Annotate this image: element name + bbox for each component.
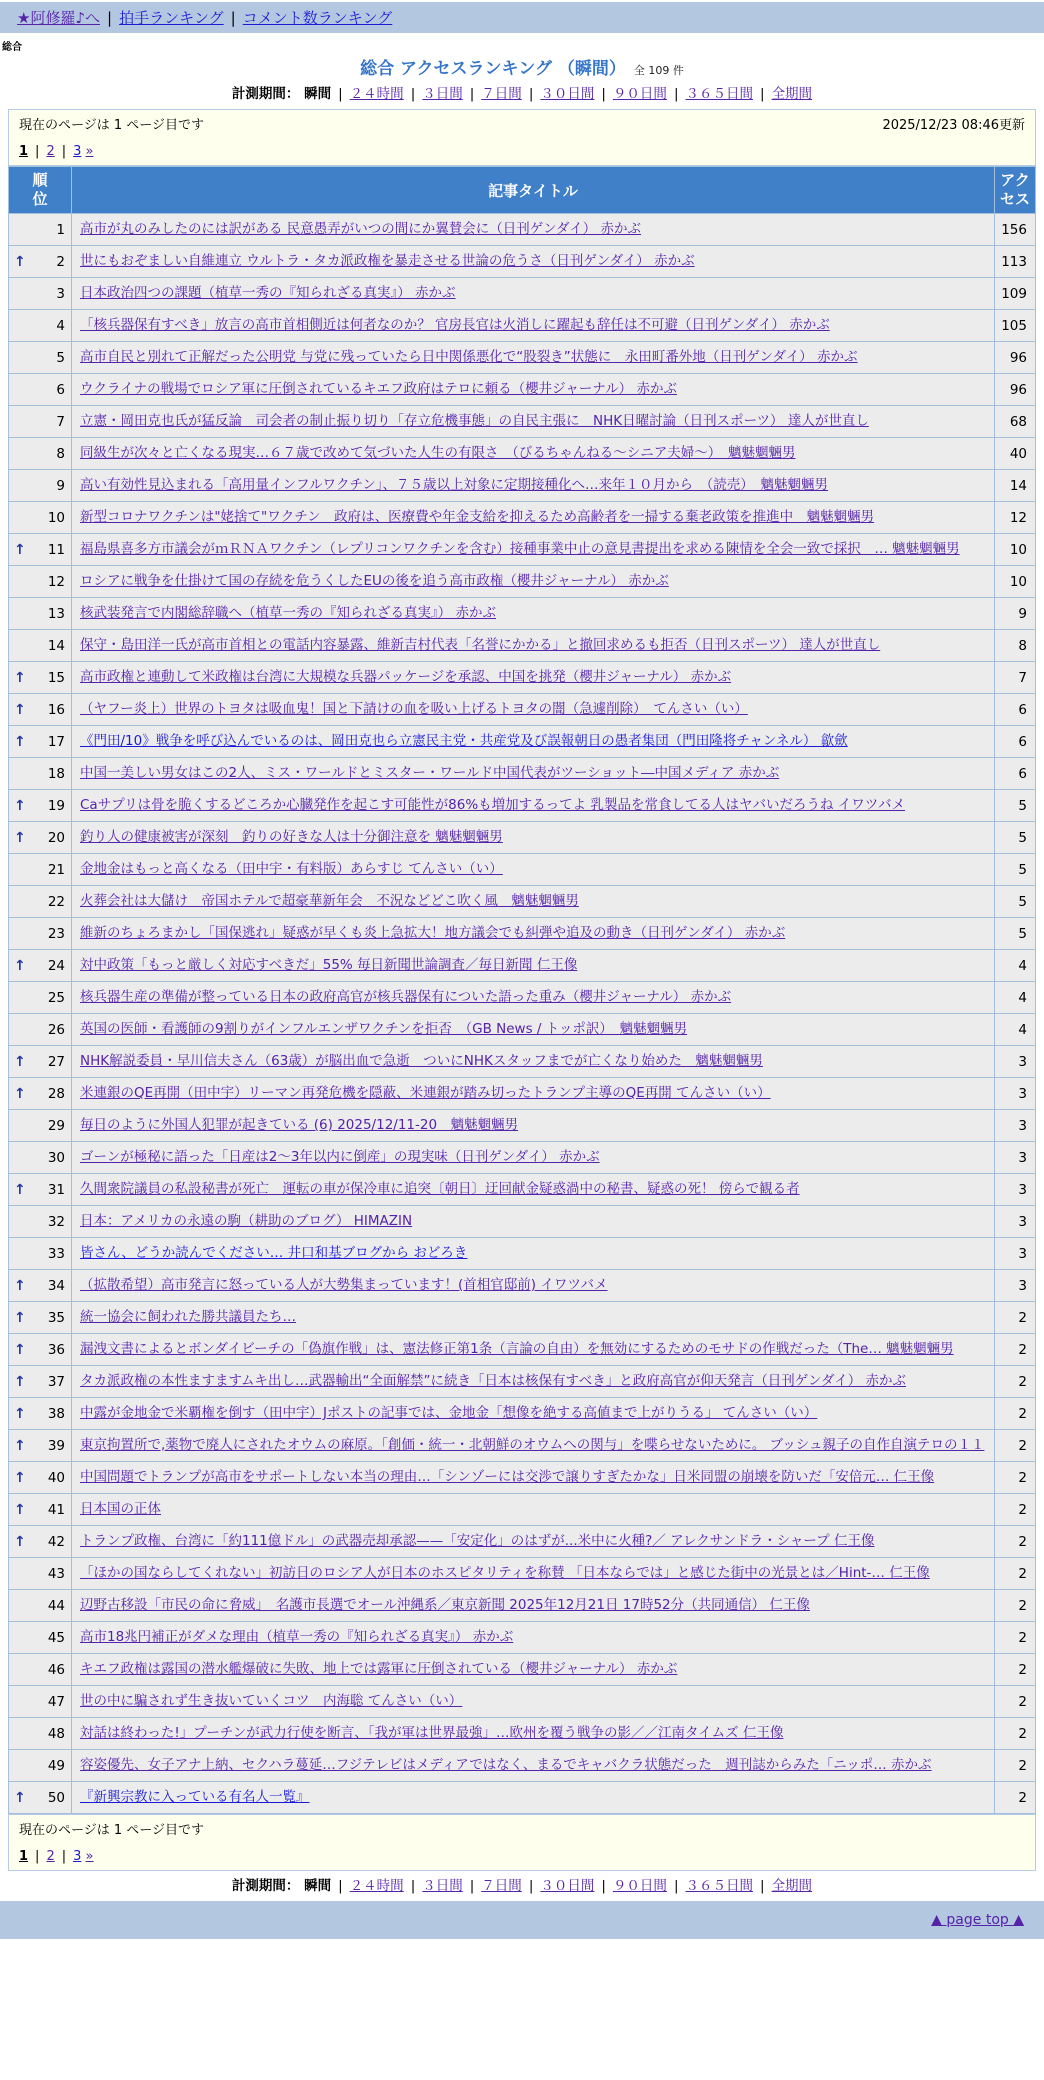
article-title-link[interactable]: 高市自民と別れて正解だった公明党 与党に残っていたら日中関係悪化で“股裂き”状態に 永田町番外地（日刊ゲンダイ） 赤かぶ (80, 349, 858, 365)
current-page-note: 現在のページは 1 ページ目です (19, 1823, 205, 1838)
access-count: 14 (995, 470, 1035, 501)
article-title-link[interactable]: 日本：アメリカの永遠の駒（耕助のブログ） HIMAZIN (80, 1213, 413, 1229)
article-title-link[interactable]: 核武装発言で内閣総辞職へ（植草一秀の『知られざる真実』） 赤かぶ (80, 605, 497, 621)
access-count: 3 (995, 1110, 1035, 1141)
rank-up-arrow-icon: ↑ (14, 1501, 26, 1518)
access-count: 2 (995, 1718, 1035, 1749)
table-row (9, 1110, 1035, 1141)
rank-up-arrow-icon: ↑ (14, 1053, 26, 1070)
rank-number: 21 (47, 861, 65, 878)
article-title-link[interactable]: 「核兵器保有すべき」放言の高市首相側近は何者なのか？ 官房長官は火消しに躍起も辞任は不可避（日刊ゲンダイ） 赤かぶ (80, 317, 830, 333)
rank-number: 40 (47, 1469, 65, 1486)
rank-number: 1 (56, 221, 65, 238)
table-row (9, 502, 1035, 533)
table-row (9, 1046, 1035, 1077)
rank-up-arrow-icon: ↑ (14, 957, 26, 974)
access-count: 96 (995, 374, 1035, 405)
access-count: 156 (995, 214, 1035, 245)
table-row (9, 886, 1035, 917)
table-row (9, 1686, 1035, 1717)
access-count: 4 (995, 982, 1035, 1013)
rank-number: 22 (47, 893, 65, 910)
table-row (9, 1750, 1035, 1781)
period-current: 瞬間 (304, 86, 332, 102)
rank-number: 29 (47, 1117, 65, 1134)
table-row (9, 854, 1035, 885)
period-label: 計測期間： (231, 1878, 305, 1894)
access-count: 4 (995, 1014, 1035, 1045)
separator: | (61, 1849, 67, 1864)
separator: | (601, 1878, 606, 1894)
article-title-link[interactable]: ウクライナの戦場でロシア軍に圧倒されているキエフ政府はテロに頼る（櫻井ジャーナル） 赤かぶ (80, 381, 677, 397)
period-link-4[interactable]: ３０日間 (540, 1878, 595, 1894)
article-title-link[interactable]: 火葬会社は大儲け 帝国ホテルで超豪華新年会 不況などどこ吹く風 魑魅魍魎男 (80, 893, 579, 909)
table-row (9, 982, 1035, 1013)
table-row (9, 1142, 1035, 1173)
separator: | (35, 144, 40, 159)
access-count: 5 (995, 886, 1035, 917)
category-label: 総合 (2, 42, 22, 53)
top-nav-links (17, 9, 392, 27)
rank-number: 10 (47, 509, 65, 526)
article-title-link[interactable]: 統一協会に飼われた勝共議員たち… (80, 1309, 296, 1325)
article-title-link[interactable]: NHK解説委員・早川信夫さん（63歳）が脳出血で急逝 ついにNHKスタッフまでが亡くなり始めた 魑魅魍魎男 (80, 1053, 763, 1069)
table-row (9, 214, 1035, 245)
access-count: 2 (995, 1494, 1035, 1525)
page-link-3[interactable]: 3 (73, 144, 82, 159)
period-link-5[interactable]: ９０日間 (612, 1878, 667, 1894)
rank-number: 9 (56, 477, 65, 494)
table-row (9, 790, 1035, 821)
page-link-current[interactable]: 1 (19, 144, 29, 159)
period-link-4[interactable]: ３０日間 (540, 86, 595, 102)
article-title-link[interactable]: トランプ政権、台湾に「約111億ドル」の武器売却承認——「安定化」のはずが...米中に火種?／ アレクサンドラ・シャープ 仁王像 (80, 1533, 875, 1549)
rank-number: 19 (47, 797, 65, 814)
article-title-link[interactable]: 高い有効性見込まれる「高用量インフルワクチン」、７５歳以上対象に定期接種化へ…来年１０月から （読売） 魑魅魍魎男 (80, 477, 829, 493)
page-title: 総合 アクセスランキング （瞬間） (360, 59, 626, 79)
separator: | (760, 1878, 765, 1894)
article-title-link[interactable]: 世にもおぞましい自維連立 ウルトラ・タカ派政権を暴走させる世論の危うさ（日刊ゲンダイ） 赤かぶ (80, 253, 695, 269)
rank-up-arrow-icon: ↑ (14, 1309, 26, 1326)
period-link-7[interactable]: 全期間 (771, 86, 813, 102)
article-title-link[interactable]: 維新のちょろまかし「国保逃れ」疑惑が早くも炎上急拡大！地方議会でも糾弾や追及の動き（日刊ゲンダイ） 赤かぶ (80, 925, 786, 941)
access-count: 2 (995, 1622, 1035, 1653)
rank-number: 18 (47, 765, 65, 782)
access-count: 12 (995, 502, 1035, 533)
rank-number: 24 (47, 957, 65, 974)
access-count: 113 (995, 246, 1035, 277)
period-current: 瞬間 (304, 1878, 332, 1894)
rank-number: 3 (56, 285, 65, 302)
article-title-link[interactable]: ゴーンが極秘に語った「日産は2～3年以内に倒産」の現実味（日刊ゲンダイ） 赤かぶ (80, 1149, 600, 1165)
rank-up-arrow-icon: ↑ (14, 733, 26, 750)
access-count: 2 (995, 1334, 1035, 1365)
updated-timestamp: 2025/12/23 08:46更新 (882, 118, 1025, 133)
access-count: 2 (995, 1462, 1035, 1493)
rank-number: 7 (56, 413, 65, 430)
access-count: 6 (995, 758, 1035, 789)
table-row (9, 1174, 1035, 1205)
table-row (9, 1014, 1035, 1045)
access-count: 68 (995, 406, 1035, 437)
access-column-header: アクセス (995, 167, 1035, 213)
top-nav-bar (0, 2, 1044, 33)
article-title-link[interactable]: 福島県喜多方市議会がｍＲＮＡワクチン（レプリコンワクチンを含む）接種事業中止の意見書提出を求める陳情を全会一致で採択 … 魑魅魍魎男 (80, 541, 960, 557)
period-link-2[interactable]: ３日間 (422, 1878, 463, 1894)
rank-number: 47 (47, 1693, 65, 1710)
access-count: 2 (995, 1750, 1035, 1781)
rank-up-arrow-icon: ↑ (14, 1373, 26, 1390)
article-title-link[interactable]: 釣り人の健康被害が深刻 釣りの好きな人は十分御注意を 魑魅魍魎男 (80, 829, 503, 845)
access-count: 4 (995, 950, 1035, 981)
access-count: 5 (995, 854, 1035, 885)
access-count: 2 (995, 1430, 1035, 1461)
rank-number: 8 (56, 445, 65, 462)
period-link-2[interactable]: ３日間 (422, 86, 463, 102)
article-title-link[interactable]: 皆さん、どうか読んでください… 井口和基ブログから おどろき (80, 1245, 468, 1261)
rank-number: 44 (47, 1597, 65, 1614)
article-title-link[interactable]: （拡散希望）高市発言に怒っている人が大勢集まっています！(首相官邸前) イワツバメ (80, 1277, 608, 1293)
page-next-link[interactable]: » (85, 1849, 94, 1864)
separator: | (410, 1878, 416, 1894)
access-count: 5 (995, 918, 1035, 949)
bottom-bar (0, 1901, 1044, 1939)
pagination-box-bottom (8, 1814, 1036, 1871)
article-title-link[interactable]: 核兵器生産の準備が整っている日本の政府高官が核兵器保有についた語った重み（櫻井ジャーナル） 赤かぶ (80, 989, 732, 1005)
rank-number: 50 (47, 1789, 65, 1806)
table-row (9, 374, 1035, 405)
table-row (9, 758, 1035, 789)
article-title-link[interactable]: 同級生が次々と亡くなる現実…６７歳で改めて気づいた人生の有限さ （びるちゃんねる～シニア夫婦～） 魑魅魍魎男 (80, 445, 796, 461)
separator: | (61, 144, 67, 159)
table-row (9, 246, 1035, 277)
article-title-link[interactable]: 新型コロナワクチンは"姥捨て"ワクチン 政府は、医療費や年金支給を抑えるため高齢者を一掃する棄老政策を推進中 魑魅魍魎男 (80, 509, 875, 525)
rank-up-arrow-icon: ↑ (14, 541, 26, 558)
period-selector (0, 1874, 1044, 1894)
table-row (9, 566, 1035, 597)
access-count: 40 (995, 438, 1035, 469)
table-row (9, 694, 1035, 725)
table-row (9, 918, 1035, 949)
table-row (9, 1494, 1035, 1525)
period-link-7[interactable]: 全期間 (771, 1878, 813, 1894)
period-link-6[interactable]: ３６５日間 (685, 1878, 753, 1894)
period-link-3[interactable]: ７日間 (481, 1878, 522, 1894)
table-row (9, 1302, 1035, 1333)
rank-up-arrow-icon: ↑ (14, 1181, 26, 1198)
rank-up-arrow-icon: ↑ (14, 797, 26, 814)
article-title-link[interactable]: 英国の医師・看護師の9割りがインフルエンザワクチンを拒否 （GB News / トッポ訳） 魑魅魍魎男 (80, 1021, 688, 1037)
article-title-link[interactable]: 保守・島田洋一氏が高市首相との電話内容暴露、維新吉村代表「名誉にかかる」と撤回求めるも拒否（日刊スポーツ） 達人が世直し (80, 637, 881, 653)
access-count: 8 (995, 630, 1035, 661)
rank-number: 25 (47, 989, 65, 1006)
page-link-current[interactable]: 1 (19, 1849, 29, 1864)
page-top-link[interactable]: ▲ page top ▲ (931, 1912, 1024, 1928)
rank-number: 45 (47, 1629, 65, 1646)
article-title-link[interactable]: 中国一美しい男女はこの2人、ミス・ワールドとミスター・ワールド中国代表がツーショット―中国メディア 赤かぶ (80, 765, 780, 781)
article-title-link[interactable]: 高市18兆円補正がダメな理由（植草一秀の『知られざる真実』） 赤かぶ (80, 1629, 514, 1645)
rank-number: 28 (47, 1085, 65, 1102)
article-title-link[interactable]: 世の中に騙されず生き抜いていくコツ 内海聡 てんさい（い） (80, 1693, 463, 1709)
rank-up-arrow-icon: ↑ (14, 701, 26, 718)
separator: | (230, 9, 236, 27)
rank-number: 46 (47, 1661, 65, 1678)
article-title-link[interactable]: 久間衆院議員の私設秘書が死亡 運転の車が保冷車に追突〔朝日〕迂回献金疑惑渦中の秘書、疑惑の死！ 傍らで観る者 (80, 1181, 800, 1197)
access-count: 5 (995, 822, 1035, 853)
table-row (9, 534, 1035, 565)
access-count: 105 (995, 310, 1035, 341)
rank-number: 4 (56, 317, 65, 334)
article-title-link[interactable]: 中露が金地金で米覇権を倒す（田中宇）Jポストの記事では、金地金「想像を絶する高値まで上がりうる」 てんさい（い） (80, 1405, 818, 1421)
table-row (9, 1078, 1035, 1109)
table-row (9, 822, 1035, 853)
article-title-link[interactable]: 《門田/10》戦争を呼び込んでいるのは、岡田克也ら立憲民主党・共産党及び誤報朝日の愚者集団（門田隆将チャンネル） 歙歛 (80, 733, 848, 749)
table-row (9, 1590, 1035, 1621)
table-row (9, 1462, 1035, 1493)
page-link-2[interactable]: 2 (46, 1849, 55, 1864)
separator: | (107, 9, 113, 27)
article-title-link[interactable]: 漏洩文書によるとボンダイビーチの「偽旗作戦」は、憲法修正第1条（言論の自由）を無効にするためのモサドの作戦だった（The… 魑魅魍魎男 (80, 1341, 954, 1357)
separator: | (528, 1878, 534, 1894)
rank-number: 27 (47, 1053, 65, 1070)
rank-number: 26 (47, 1021, 65, 1038)
rank-up-arrow-icon: ↑ (14, 1789, 26, 1806)
access-count: 96 (995, 342, 1035, 373)
access-count: 2 (995, 1686, 1035, 1717)
rank-up-arrow-icon: ↑ (14, 1533, 26, 1550)
period-link-1[interactable]: ２４時間 (349, 1878, 404, 1894)
access-count: 109 (995, 278, 1035, 309)
table-row (9, 1334, 1035, 1365)
nav-link-3[interactable]: コメント数ランキング (242, 9, 393, 27)
rank-up-arrow-icon: ↑ (14, 1277, 26, 1294)
separator: | (673, 86, 679, 102)
table-row (9, 1206, 1035, 1237)
access-count: 2 (995, 1654, 1035, 1685)
article-title-link[interactable]: 金地金はもっと高くなる（田中宇・有料版）あらすじ てんさい（い） (80, 861, 503, 877)
rank-up-arrow-icon: ↑ (14, 669, 26, 686)
rank-up-arrow-icon: ↑ (14, 1469, 26, 1486)
rank-column-header: 順位 (9, 167, 71, 213)
rank-number: 43 (47, 1565, 65, 1582)
rank-number: 31 (47, 1181, 65, 1198)
rank-number: 13 (47, 605, 65, 622)
rank-up-arrow-icon: ↑ (14, 253, 26, 270)
table-row (9, 438, 1035, 469)
access-count: 5 (995, 790, 1035, 821)
rank-number: 48 (47, 1725, 65, 1742)
rank-up-arrow-icon: ↑ (14, 1437, 26, 1454)
current-page-note: 現在のページは 1 ページ目です (19, 118, 205, 133)
period-link-6[interactable]: ３６５日間 (685, 86, 753, 102)
table-row (9, 726, 1035, 757)
period-label: 計測期間： (231, 86, 305, 102)
access-count: 6 (995, 726, 1035, 757)
rank-number: 33 (47, 1245, 65, 1262)
rank-number: 15 (47, 669, 65, 686)
access-count: 9 (995, 598, 1035, 629)
table-row (9, 1430, 1035, 1461)
rank-number: 30 (47, 1149, 65, 1166)
rank-up-arrow-icon: ↑ (14, 1405, 26, 1422)
article-title-link[interactable]: 辺野古移設「市民の命に脅威」 名護市長選でオール沖縄系／東京新聞 2025年12月21日 17時52分（共同通信） 仁王像 (80, 1597, 810, 1613)
pagination-links (19, 1848, 1025, 1866)
table-row (9, 1270, 1035, 1301)
rank-number: 23 (47, 925, 65, 942)
page-next-link[interactable]: » (85, 144, 94, 159)
rank-number: 49 (47, 1757, 65, 1774)
rank-number: 16 (47, 701, 65, 718)
table-header-row (9, 167, 1035, 213)
article-title-link[interactable]: 中国問題でトランプが高市をサポートしない本当の理由…「シンゾーには交渉で譲りすぎたかな」日米同盟の崩壊を防いだ「安倍元… 仁王像 (80, 1469, 935, 1485)
access-count: 2 (995, 1590, 1035, 1621)
period-link-3[interactable]: ７日間 (481, 86, 522, 102)
access-count: 10 (995, 534, 1035, 565)
separator: | (601, 86, 606, 102)
access-count: 3 (995, 1174, 1035, 1205)
article-title-link[interactable]: キエフ政権は露国の潜水艦爆破に失敗、地上では露軍に圧倒されている（櫻井ジャーナル） 赤かぶ (80, 1661, 678, 1677)
rank-number: 36 (47, 1341, 65, 1358)
table-row (9, 1526, 1035, 1557)
rank-number: 34 (47, 1277, 65, 1294)
article-title-link[interactable]: 「ほかの国ならしてくれない」初訪日のロシア人が日本のホスピタリティを称賛 「日本ならでは」と感じた街中の光景とは／Hint-… 仁王像 (80, 1565, 930, 1581)
separator: | (469, 1878, 475, 1894)
separator: | (673, 1878, 679, 1894)
table-row (9, 950, 1035, 981)
rank-number: 11 (47, 541, 65, 558)
table-row (9, 1398, 1035, 1429)
access-count: 6 (995, 694, 1035, 725)
article-title-link[interactable]: 高市政権と連動して米政権は台湾に大規模な兵器パッケージを承認、中国を挑発（櫻井ジャーナル） 赤かぶ (80, 669, 732, 685)
article-title-link[interactable]: 『新興宗教に入っている有名人一覧』 (80, 1789, 310, 1805)
access-count: 10 (995, 566, 1035, 597)
access-count: 3 (995, 1046, 1035, 1077)
table-row (9, 470, 1035, 501)
pagination-box-top (8, 109, 1036, 166)
access-count: 3 (995, 1238, 1035, 1269)
access-count: 3 (995, 1270, 1035, 1301)
period-selector (0, 82, 1044, 102)
access-count: 2 (995, 1782, 1035, 1813)
ranking-table (8, 166, 1036, 1814)
table-row (9, 598, 1035, 629)
article-title-link[interactable]: 米連銀のQE再開（田中宇）リーマン再発危機を隠蔽、米連銀が踏み切ったトランプ主導のQE再開 てんさい（い） (80, 1085, 771, 1101)
article-title-link[interactable]: （ヤフー炎上）世界のトヨタは吸血鬼！国と下請けの血を吸い上げるトヨタの闇（急遽削除） てんさい（い） (80, 701, 748, 717)
separator: | (35, 1849, 40, 1864)
article-title-link[interactable]: 毎日のように外国人犯罪が起きている (6) 2025/12/11-20 魑魅魍魎男 (80, 1117, 519, 1133)
rank-up-arrow-icon: ↑ (14, 1085, 26, 1102)
article-title-link[interactable]: タカ派政権の本性ますますムキ出し…武器輸出“全面解禁”に続き「日本は核保有すべき」と政府高官が仰天発言（日刊ゲンダイ） 赤かぶ (80, 1373, 906, 1389)
table-row (9, 1718, 1035, 1749)
rank-number: 32 (47, 1213, 65, 1230)
rank-number: 35 (47, 1309, 65, 1326)
separator: | (338, 86, 343, 102)
table-row (9, 1654, 1035, 1685)
table-row (9, 1238, 1035, 1269)
rank-number: 41 (47, 1501, 65, 1518)
table-row (9, 1782, 1035, 1813)
page-link-2[interactable]: 2 (46, 144, 55, 159)
rank-up-arrow-icon: ↑ (14, 1341, 26, 1358)
article-title-link[interactable]: 高市が丸のみしたのには訳がある 民意愚弄がいつの間にか翼賛会に（日刊ゲンダイ） 赤かぶ (80, 221, 642, 237)
article-title-link[interactable]: ロシアに戦争を仕掛けて国の存続を危うくしたEUの後を追う高市政権（櫻井ジャーナル） 赤かぶ (80, 573, 669, 589)
table-row (9, 1558, 1035, 1589)
access-count: 2 (995, 1398, 1035, 1429)
total-count: 全 109 件 (633, 64, 684, 77)
table-row (9, 278, 1035, 309)
access-count: 7 (995, 662, 1035, 693)
table-row (9, 310, 1035, 341)
access-count: 2 (995, 1302, 1035, 1333)
table-row (9, 662, 1035, 693)
table-row (9, 1622, 1035, 1653)
rank-number: 42 (47, 1533, 65, 1550)
access-count: 2 (995, 1526, 1035, 1557)
rank-number: 12 (47, 573, 65, 590)
article-title-link[interactable]: 日本国の正体 (80, 1501, 161, 1517)
nav-link-2[interactable]: 拍手ランキング (119, 9, 224, 27)
rank-up-arrow-icon: ↑ (14, 829, 26, 846)
nav-link-1[interactable]: ★阿修羅♪へ (17, 9, 101, 27)
rank-number: 17 (47, 733, 65, 750)
separator: | (410, 86, 416, 102)
separator: | (528, 86, 534, 102)
table-row (9, 342, 1035, 373)
table-row (9, 406, 1035, 437)
rank-number: 20 (47, 829, 65, 846)
article-title-link[interactable]: 容姿優先、女子アナ上納、セクハラ蔓延…フジテレビはメディアではなく、まるでキャバクラ状態だった 週刊誌からみた「ニッポ… 赤かぶ (80, 1757, 932, 1773)
rank-number: 37 (47, 1373, 65, 1390)
separator: | (760, 86, 765, 102)
period-link-1[interactable]: ２４時間 (349, 86, 404, 102)
rank-number: 5 (56, 349, 65, 366)
separator: | (469, 86, 475, 102)
title-column-header: 記事タイトル (72, 167, 994, 213)
access-count: 3 (995, 1142, 1035, 1173)
article-title-link[interactable]: Caサプリは骨を脆くするどころか心臓発作を起こす可能性が86%も増加するってよ 乳製品を常食してる人はヤバいだろうね イワツバメ (80, 797, 905, 813)
pagination-links (19, 143, 1025, 161)
article-title-link[interactable]: 立憲・岡田克也氏が猛反論 司会者の制止振り切り「存立危機事態」の自民主張に NHK日曜討論（日刊スポーツ） 達人が世直し (80, 413, 869, 429)
table-row (9, 630, 1035, 661)
separator: | (338, 1878, 343, 1894)
rank-number: 2 (56, 253, 65, 270)
rank-number: 38 (47, 1405, 65, 1422)
period-link-5[interactable]: ９０日間 (612, 86, 667, 102)
page-link-3[interactable]: 3 (73, 1849, 82, 1864)
article-title-link[interactable]: 日本政治四つの課題（植草一秀の『知られざる真実』） 赤かぶ (80, 285, 456, 301)
rank-number: 14 (47, 637, 65, 654)
access-count: 2 (995, 1366, 1035, 1397)
access-count: 3 (995, 1078, 1035, 1109)
article-title-link[interactable]: 対話は終わった!」プーチンが武力行使を断言、「我が軍は世界最強」…欧州を覆う戦争の影／／江南タイムズ 仁王像 (80, 1725, 784, 1741)
access-count: 3 (995, 1206, 1035, 1237)
rank-number: 6 (56, 381, 65, 398)
article-title-link[interactable]: 対中政策「もっと厳しく対応すべきだ」55% 毎日新聞世論調査／毎日新聞 仁王像 (80, 957, 578, 973)
rank-number: 39 (47, 1437, 65, 1454)
table-row (9, 1366, 1035, 1397)
article-title-link[interactable]: 東京拘置所で,薬物で廃人にされたオウムの麻原。「創価・統一・北朝鮮のオウムへの関与」を喋らせないために。 ブッシュ親子の自作自演テロの１１ (80, 1437, 985, 1453)
access-count: 2 (995, 1558, 1035, 1589)
